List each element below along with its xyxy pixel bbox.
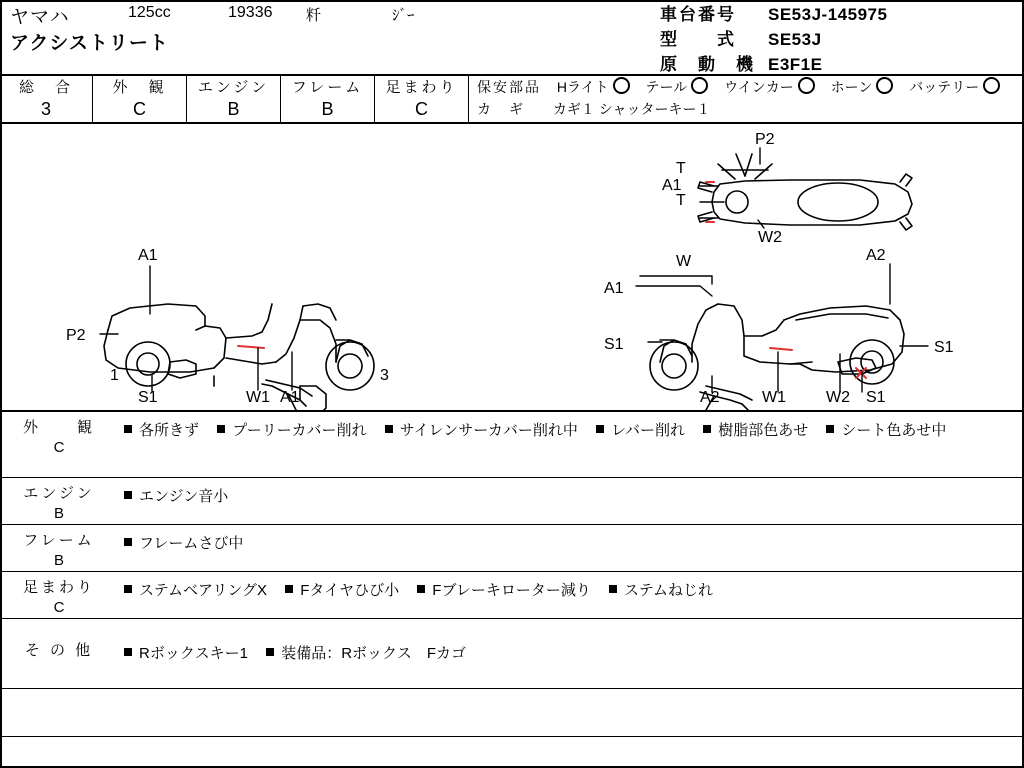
comment-grade-text: C (53, 439, 65, 456)
chassis-number-label: 車台番号 (660, 5, 736, 24)
comment-grade-text: B (53, 552, 64, 569)
key-row (469, 98, 1024, 120)
diagram-label-w-right: W (676, 253, 692, 270)
grade-label-suspension: 足まわり (385, 79, 458, 96)
comment-label-suspension (0, 572, 118, 618)
comment-item (385, 418, 578, 443)
diagram-label-s1-left: S1 (138, 389, 158, 406)
grade-label-engine: エンジン (197, 79, 270, 96)
key-label: カ ギ (477, 101, 525, 117)
equip-headlight-label: Hライト (556, 79, 609, 95)
bullet-square-icon (596, 425, 604, 433)
comment-label-frame (0, 525, 118, 571)
diagram-label-t-top: T (676, 160, 686, 177)
comment-item (417, 578, 591, 603)
bullet-square-icon (124, 538, 132, 546)
comment-item-text: 樹脂部色あせ (718, 422, 809, 439)
bullet-square-icon (266, 648, 274, 656)
comment-item-text: Rボックスキー1 (139, 645, 249, 662)
engine-value: E3F1E (768, 55, 823, 74)
diagram-label-a1-top: A1 (662, 177, 682, 194)
bullet-square-icon (385, 425, 393, 433)
comment-item (124, 531, 243, 556)
circle-ok-icon (691, 77, 708, 94)
engine-label: 原 動 機 (660, 55, 755, 74)
comment-item-text: 各所きず (139, 422, 200, 439)
grade-value-total: 3 (40, 99, 51, 119)
bullet-square-icon (609, 585, 617, 593)
grade-cell-total (0, 76, 93, 122)
grade-label-frame: フレーム (291, 79, 364, 96)
grade-bar (0, 76, 1024, 124)
diagram-label-a2-right-top: A2 (866, 247, 886, 264)
comment-item (266, 641, 466, 666)
equip-winker (724, 76, 815, 98)
comment-row-appearance (0, 412, 1024, 478)
equipment-block (469, 76, 1024, 122)
comment-item (703, 418, 808, 443)
equip-battery-label: バッテリー (909, 79, 980, 95)
comment-item-text: Fタイヤひび小 (300, 582, 400, 599)
engine-row (660, 52, 887, 77)
diagram-label-t-bottom: T (676, 192, 686, 209)
shift-type: ｼﾞｰ (392, 7, 415, 24)
comment-grade-text: C (53, 599, 65, 616)
comment-item-text: ステムベアリングX (139, 582, 268, 599)
diagram-label-a1-right: A1 (604, 280, 624, 297)
diagram-label-s1-right-rear: S1 (934, 339, 954, 356)
comment-item (285, 578, 399, 603)
displacement: 125cc (128, 4, 171, 21)
safety-parts-label: 保安部品 (477, 79, 541, 95)
comment-label-text: そ の 他 (24, 642, 94, 659)
grade-label-total: 総 合 (18, 79, 73, 96)
comment-item-text: レバー削れ (611, 422, 686, 439)
comment-grade-text: B (53, 505, 64, 522)
comment-row-blank (0, 689, 1024, 737)
comment-row-suspension (0, 572, 1024, 619)
equip-winker-label: ウインカー (724, 79, 794, 95)
vehicle-identity-block (660, 2, 887, 77)
comment-item (124, 484, 228, 509)
bullet-square-icon (826, 425, 834, 433)
comment-rows (0, 412, 1024, 737)
diagram-label-w1-left: W1 (246, 389, 270, 406)
type-value: SE53J (768, 30, 822, 49)
comment-item-text: ステムねじれ (624, 582, 713, 599)
diagram-label-p2-top: P2 (755, 131, 775, 148)
type-row (660, 27, 887, 52)
sheet-header (0, 0, 1024, 76)
equip-horn (831, 76, 894, 98)
diagram-label-1-left: 1 (110, 367, 119, 384)
comment-item (217, 418, 366, 443)
chassis-number-row (660, 2, 887, 27)
key-value: カギ１ シャッターキー１ (552, 101, 711, 117)
comment-item (124, 418, 199, 443)
type-label: 型 式 (660, 30, 736, 49)
comment-label-text: 足まわり (22, 579, 95, 596)
mileage-unit: 粁 (306, 7, 322, 24)
grade-cell-frame (281, 76, 375, 122)
comment-body-appearance (118, 412, 1024, 477)
bullet-square-icon (124, 425, 132, 433)
comment-label-text: エンジン (23, 485, 95, 502)
comment-item-text: フレームさび中 (139, 535, 244, 552)
comment-label-engine (0, 478, 118, 524)
comment-item-text: サイレンサーカバー削れ中 (399, 422, 578, 439)
comment-row-frame (0, 525, 1024, 572)
bullet-square-icon (124, 648, 132, 656)
comment-label-blank (0, 689, 118, 736)
top-view-scooter (698, 154, 912, 230)
grade-value-engine: B (227, 99, 240, 119)
circle-ok-icon (876, 77, 893, 94)
circle-ok-icon (983, 77, 1000, 94)
bullet-square-icon (124, 585, 132, 593)
comment-item-text: Fブレーキローター減り (432, 582, 591, 599)
comment-body-other (118, 619, 1024, 688)
comment-item (609, 578, 713, 603)
comment-label-other (0, 619, 118, 688)
bullet-square-icon (285, 585, 293, 593)
equip-horn-label: ホーン (830, 79, 873, 95)
comment-item (124, 578, 267, 603)
diagram-label-w2-right: W2 (826, 389, 850, 406)
diagram-label-a1-left-top: A1 (138, 247, 158, 264)
maker-name: ヤマハ (10, 7, 70, 28)
damage-diagram (0, 124, 1024, 412)
diagram-label-a2-right-bottom: A2 (700, 389, 720, 406)
comment-item (124, 641, 248, 666)
equip-taillight (645, 76, 708, 98)
grade-value-suspension: C (415, 99, 428, 119)
diagram-label-3-left: 3 (380, 367, 389, 384)
comment-row-engine (0, 478, 1024, 525)
grade-cell-appearance (93, 76, 187, 122)
equip-battery (909, 76, 1000, 98)
comment-item-text: 装備品：Rボックス Fカゴ (281, 645, 467, 662)
comment-label-text: フレーム (23, 532, 95, 549)
model-name: アクシストリート (10, 33, 169, 54)
diagram-label-a1-left-bottom: A1 (280, 389, 300, 406)
mileage-value: 19336 (228, 4, 273, 21)
grade-label-appearance: 外 観 (112, 79, 167, 96)
circle-ok-icon (613, 77, 630, 94)
comment-item-text: エンジン音小 (139, 488, 229, 505)
diagram-svg (0, 124, 1024, 410)
grade-value-frame: B (321, 99, 334, 119)
comment-label-text: 外 観 (22, 419, 95, 436)
circle-ok-icon (798, 77, 815, 94)
equip-taillight-label: テール (645, 79, 688, 95)
diagram-label-w1-right: W1 (762, 389, 786, 406)
grade-value-appearance: C (133, 99, 146, 119)
comment-item (596, 418, 685, 443)
comment-label-appearance (0, 412, 118, 477)
bullet-square-icon (124, 491, 132, 499)
comment-item-text: プーリーカバー削れ (232, 422, 367, 439)
diagram-label-p2-left: P2 (66, 327, 86, 344)
bullet-square-icon (417, 585, 425, 593)
bullet-square-icon (217, 425, 225, 433)
diagram-label-s1-right-front: S1 (604, 336, 624, 353)
chassis-number-value: SE53J-145975 (768, 5, 888, 24)
comment-body-frame (118, 525, 1024, 571)
grade-cell-engine (187, 76, 281, 122)
safety-parts-row (469, 76, 1024, 98)
diagram-label-s1-right-mid: S1 (866, 389, 886, 406)
comment-body-suspension (118, 572, 1024, 618)
comment-row-other (0, 619, 1024, 689)
grade-cell-suspension (375, 76, 469, 122)
bullet-square-icon (703, 425, 711, 433)
diagram-label-w2-top: W2 (758, 229, 782, 246)
equip-headlight (557, 76, 630, 98)
comment-body-blank (118, 689, 1024, 736)
comment-item (826, 418, 946, 443)
comment-body-engine (118, 478, 1024, 524)
comment-item-text: シート色あせ中 (841, 422, 947, 439)
